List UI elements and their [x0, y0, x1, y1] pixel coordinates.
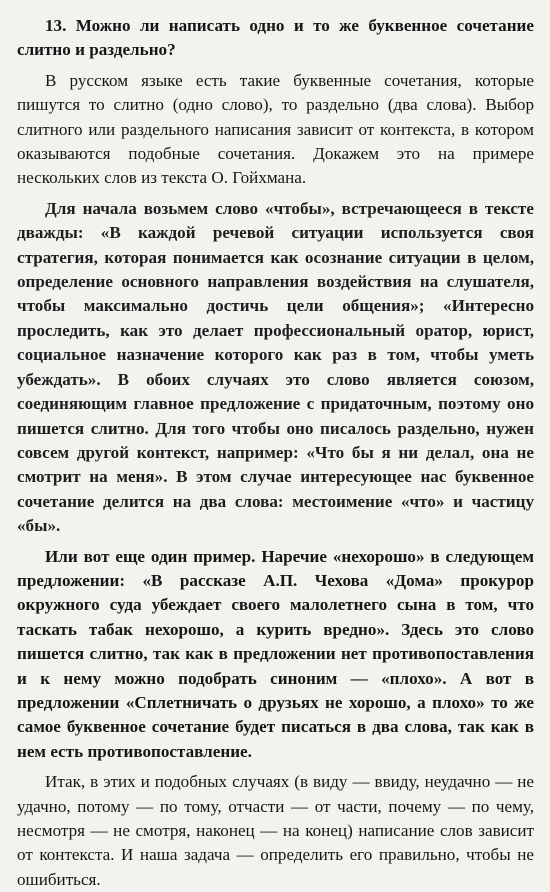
paragraph-nehorosho-example: Или вот еще один пример. Наречие «нехорошо» в следующем предложении: «В рассказе А.П. Чехова «Дома» прокурор окружного суда убеждает своего малолетнего сына в том, что таскать табак нехорошо, а курить вредно». Здесь это слово пишется слитно, так как в предложении нет противопоставления и к нему можно подобрать синоним — «плохо». А вот в предложении «Сплетничать о друзьях не хорошо, а плохо» то же самое буквенное сочетание будет писаться в два слова, так как в нем есть противопоставление. — [17, 546, 534, 761]
paragraph-conclusion: Итак, в этих и подобных случаях (в виду — ввиду, неудачно — не удачно, потому — по тому, отчасти — от части, почему — по чему, несмотря — не смотря, наконец — на конец) написание слов зависит от контекста. И наша задача — определить его правильно, чтобы не ошибиться. — [17, 772, 534, 889]
section-heading: 13. Можно ли написать одно и то же буквенное сочетание слитно и раздельно? — [17, 16, 534, 60]
paragraph-intro: В русском языке есть такие буквенные сочетания, которые пишутся то слитно (одно слово), то раздельно (два слова). Выбор слитного или раздельного написания зависит от контекста, в котором оказываются подобные сочетания. Докажем это на примере нескольких слов из текста О. Гойхмана. — [17, 70, 534, 188]
paragraph-chtoby-example: Для начала возьмем слово «чтобы», встречающееся в тексте дважды: «В каждой речевой ситуации используется своя стратегия, которая понимается как осознание ситуации в целом, определение основного направления воздействия на слушателя, чтобы максимально достичь цели общения»; «Интересно проследить, как это делает профессиональный оратор, юрист, социальное назначение которого как раз в том, чтобы уметь убеждать». В обоих случаях это слово является союзом, соединяющим главное предложение с придаточным, поэтому оно пишется слитно. Для того чтобы оно писалось раздельно, нужен совсем другой контекст, например: «Что бы я ни делал, она не смотрит на меня». В этом случае интересующее нас буквенное сочетание делится на два слова: местоимение «что» и частицу «бы». — [17, 198, 534, 536]
